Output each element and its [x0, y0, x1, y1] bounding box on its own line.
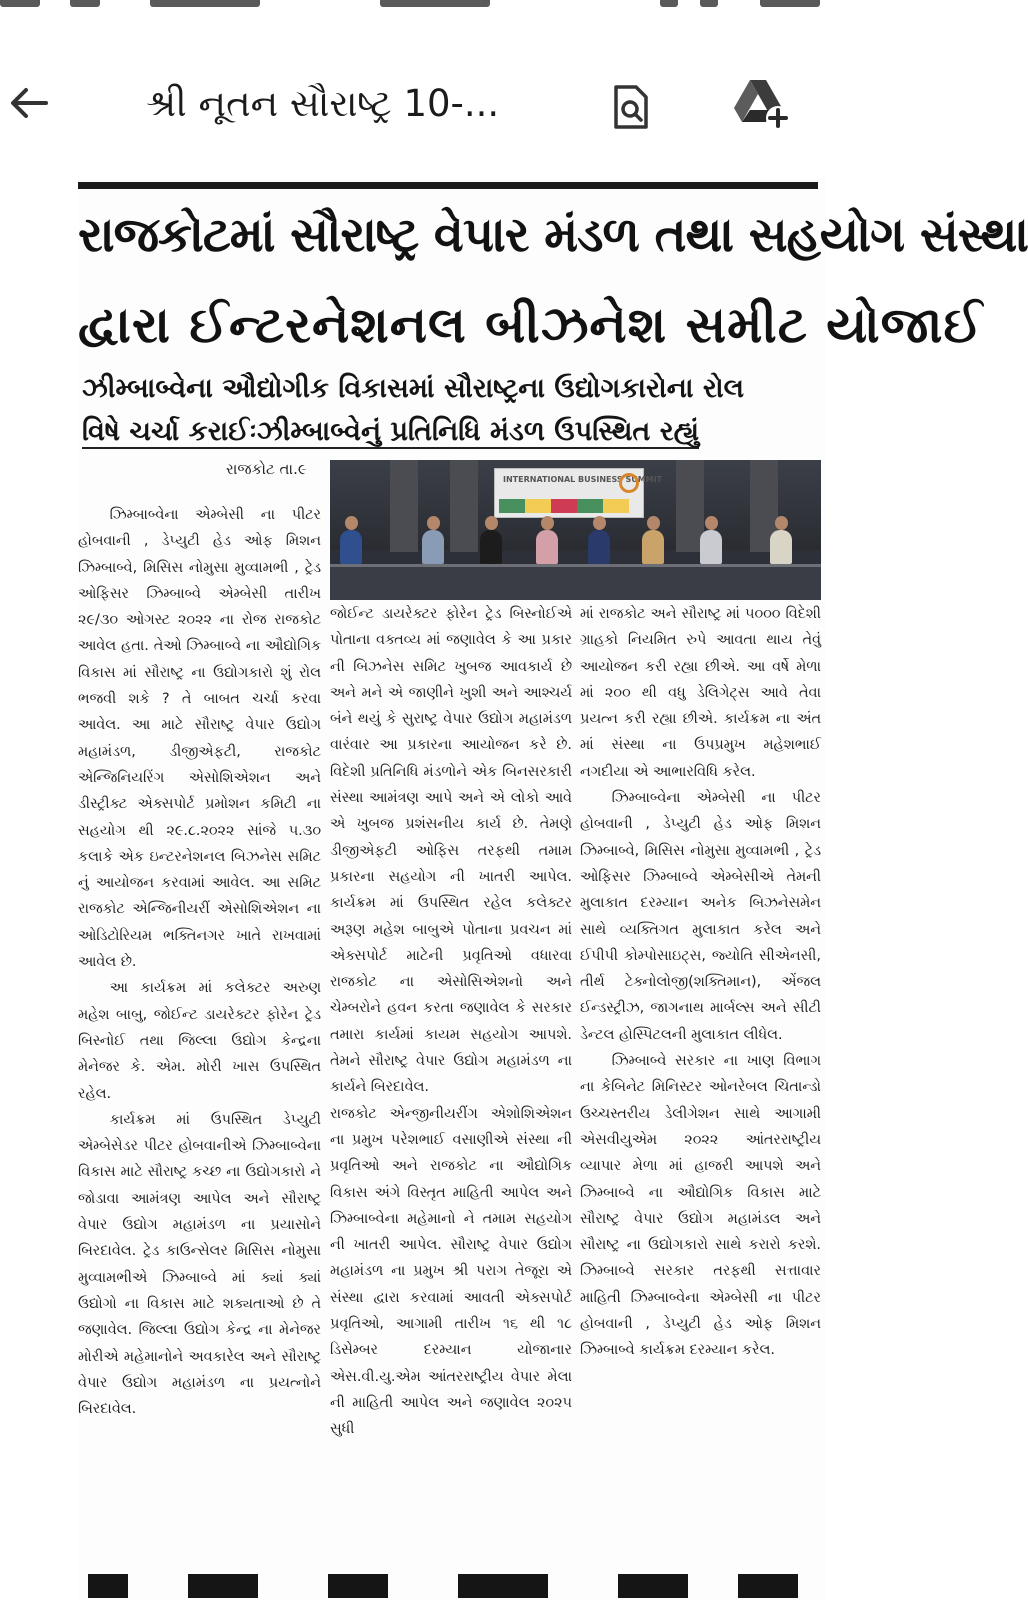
- event-photo: [330, 460, 821, 600]
- headline-line-2: દ્વારા ઈન્ટરનેશનલ બીઝનેશ સમીટ યોજાઈ: [78, 296, 984, 354]
- document-search-icon: [606, 82, 656, 132]
- arrow-back-icon: [4, 78, 54, 128]
- summit-logo-icon: [619, 473, 639, 493]
- article-column-1: [78, 480, 321, 1600]
- paragraph: માં રાજકોટ અને સૌરાષ્ટ્ર માં ૫૦૦૦ વિદેશી ગ્રાહકો નિયમિત રુપે આવતા થાય તેવું આયોજન કરી રહ્યા છીએ. આ વર્ષે મેળા માં ૨૦૦ થી વધુ ડેલિગેટ્સ આવે તેવા પ્રયત્ન કરી રહ્યા છીએ. કાર્યક્રમ ના અંત માં સંસ્થા ના ઉપપ્રમુખ મહેશભાઈ નગદીયા એ આભારવિધિ કરેલ.: [580, 606, 821, 780]
- add-to-drive-icon: [730, 76, 794, 134]
- paragraph: જોઈન્ટ ડાયરેક્ટર ફોરેન ટ્રેડ બિસ્નોઈએ પોતાના વક્તવ્ય માં જણાવેલ કે આ પ્રકાર ની બિઝનેસ સમિટ ખુબજ આવકાર્ય છે અને મને એ જાણીને ખુશી અને આશ્ચર્ય બંને થયું કે સુરાષ્ટ્ર વેપાર ઉદ્યોગ મહામંડળ વારંવાર આ પ્રકારના આયોજન કરે છે. વિદેશી પ્રતિનિધિ મંડળોને એક બિનસરકારી સંસ્થા આમંત્રણ આપે અને એ લોકો આવે એ ખુબજ પ્રશંસનીય કાર્ય છે. તેમણે ડીજીએફટી ઓફિસ તરફથી તમામ પ્રકારના સહયોગ ની ખાતરી આપેલ. કાર્યક્રમ માં ઉપસ્થિત રહેલ કલેક્ટર અરૂણ મહેશ બાબુએ પોતાના પ્રવચન માં એક્સપોર્ટ માટેની પ્રવૃતિઓ વધારવા રાજકોટ ના એસોસિએશનો અને ચેમ્બરોને હવન કરતા જણાવેલ કે સરકાર તમારા કાર્યમાં કાયમ સહયોગ આપશે. તેમને સૌરાષ્ટ્ર વેપાર ઉદ્યોગ મહામંડળ ના કાર્યને બિરદાવેલ.: [330, 606, 572, 1096]
- dateline: રાજકોટ તા.૯: [226, 460, 307, 478]
- article-column-2: [330, 601, 572, 1601]
- paragraph: ઝિમ્બાબ્વેના એમ્બેસી ના પીટર હોબવાની , ડેપ્યુટી હેડ ઓફ મિશન ઝિમ્બાબ્વે, મિસિસ નોમુસા મુવ્વામભી , ટ્રેડ ઓફિસર ઝિમ્બાબ્વે એમ્બેસી તારીખ ૨૯/૩૦ ઓગસ્ટ ૨૦૨૨ ના રોજ રાજકોટ આવેલ હતા. તેઓ ઝિમ્બાબ્વે ના ઔદ્યોગિક વિકાસ માં સૌરાષ્ટ્ર ના ઉદ્યોગકારો શું રોલ ભજવી શકે ? તે બાબત ચર્ચા કરવા આવેલ. આ માટે સૌરાષ્ટ્ર વેપાર ઉદ્યોગ મહામંડળ, ડીજીએફટી, રાજકોટ એન્જિનિયરિંગ એસોશિએશન અને ડીસ્ટ્રીક્ટ એક્સપોર્ટ પ્રમોશન કમિટી ના સહયોગ થી ૨૯.૮.૨૦૨૨ સાંજે ૫.૩૦ કલાકે એક ઇન્ટરનેશનલ બિઝનેસ સમિટ નું આયોજન કરવામાં આવેલ. આ સમિટ રાજકોટ એન્જિનીયરીં એસોશિએશન ના ઓડિટોરિયમ ભક્તિનગર ખાતે રાખવામાં આવેલ છે.: [78, 507, 321, 971]
- dais-table: [330, 564, 821, 600]
- top-rule: [78, 182, 818, 189]
- paragraph: ઝિમ્બાબ્વે સરકાર ના ખાણ વિભાગ ના કેબિનેટ મિનિસ્ટર ઓનરેબલ ચિતાન્ડો ઉચ્ચસ્તરીય ડેલીગેશન સાથે આગામી એસવીયુએમ ૨૦૨૨ આંતરરાષ્ટ્રીય વ્યાપાર મેળા માં હાજરી આપશે અને ઝિમ્બાબ્વે ના ઔદ્યોગિક વિકાસ માટે સૌરાષ્ટ્ર વેપાર ઉદ્યોગ મહામંડલ અને સૌરાષ્ટ્ર ના ઉદ્યોગકારો સાથે કરારો કરશે. ઝિમ્બાબ્વે સરકાર તરફથી સત્તાવાર માહિતી ઝિમ્બાબ્વેના એમ્બેસી ના પીટર હોબવાની , ડેપ્યુટી હેડ ઓફ મિશન ઝિમ્બાબ્વે કાર્યક્રમ દરમ્યાન કરેલ.: [580, 1053, 821, 1359]
- headline-line-1: રાજકોટમાં સૌરાષ્ટ્ર વેપાર મંડળ તથા સહયોગ સંસ્થા: [78, 207, 1028, 263]
- back-button[interactable]: [4, 78, 54, 128]
- paragraph: આ કાર્યક્રમ માં કલેક્ટર અરુણ મહેશ બાબુ, જોઈન્ટ ડાયરેક્ટર ફોરેન ટ્રેડ બિસ્નોઈ તથા જિલ્લા ઉદ્યોગ કેન્દ્રના મેનેજર કે. એમ. મોરી ખાસ ઉપસ્થિત રહેલ.: [78, 980, 321, 1102]
- newspaper-clipping: [78, 178, 1028, 1600]
- status-bar: [0, 0, 834, 16]
- add-to-drive-button[interactable]: [730, 76, 794, 134]
- article-column-3: [580, 601, 821, 1601]
- paragraph: કાર્યક્રમ માં ઉપસ્થિત ડેપ્યુટી એમ્બેસેડર પીટર હોબવાનીએ ઝિમ્બાબ્વેના વિકાસ માટે સૌરાષ્ટ્ર કચ્છ ના ઉદ્યોગકારો ને જોડાવા આમંત્રણ આપેલ અને સૌરાષ્ટ્ર વેપાર ઉદ્યોગ મહામંડળ ના પ્રયાસોને બિરદાવેલ. ટ્રેડ કાઉન્સેલર મિસિસ નોમુસા મુવ્વામભીએ ઝિમ્બાબ્વે માં ક્યાં ક્યાં ઉદ્યોગો ના વિકાસ માટે શક્યતાઓ છે તે જણાવેલ. જિલ્લા ઉદ્યોગ કેન્દ્ર ના મેનેજર મોરીએ મહેમાનોને અવકારેલ અને સૌરાષ્ટ્ર વેપાર ઉદ્યોગ મહામંડળ ના પ્રયત્નોને બિરદાવેલ.: [78, 1111, 321, 1418]
- app-toolbar: [0, 58, 834, 150]
- subheadline-line-1: ઝીમ્બાબ્વેના ઔદ્યોગીક વિકાસમાં સૌરાષ્ટ્રના ઉદ્યોગકારોના રોલ: [82, 373, 745, 404]
- document-title: શ્રી નૂતન સૌરાષ્ટ્ર 10-...: [146, 82, 500, 125]
- preview-button[interactable]: [606, 82, 656, 132]
- summit-banner: [494, 468, 663, 518]
- next-article-cutoff: [78, 1570, 826, 1600]
- subheadline-line-2: વિષે ચર્ચા કરાઈઃઝીમ્બાબ્વેનું પ્રતિનિધિ મંડળ ઉપસ્થિત રહ્યું: [82, 416, 700, 447]
- summit-banner-text: INTERNATIONAL BUSINESS SUMMIT: [503, 475, 663, 484]
- paragraph: રાજકોટ એન્જીનીયરીંગ એશોશિએશન ના પ્રમુખ પરેશભાઈ વસાણીએ સંસ્થા ની પ્રવૃતિઓ અને રાજકોટ ના ઔદ્યોગિક વિકાસ અંગે વિસ્તૃત માહિતી આપેલ અને ઝિમ્બાબ્વેના મહેમાનો ને તમામ સહયોગ ની ખાતરી આપેલ. સૌરાષ્ટ્ર વેપાર ઉદ્યોગ મહામંડળ ના પ્રમુખ શ્રી પરાગ તેજૂરા એ સંસ્થા દ્વારા કરવામાં આવતી એક્સપોર્ટ પ્રવૃતિઓ, આગામી તારીખ ૧૬ થી ૧૮ ડિસેમ્બર દરમ્યાન યોજાનાર એસ.વી.યુ.એમ આંતરરાષ્ટ્રીય વેપાર મેલા ની માહિતી આપેલ અને જણાવેલ ૨૦૨૫ સુધી: [330, 1105, 572, 1438]
- paragraph: ઝિમ્બાબ્વેના એમ્બેસી ના પીટર હોબવાની , ડેપ્યુટી હેડ ઓફ મિશન ઝિમ્બાબ્વે, મિસિસ નોમુસા મુવ્વામભી , ટ્રેડ ઓફિસર ઝિમ્બાબ્વે એમ્બેસીએ તેમની મુલાકાત દરમ્યાન અનેક બિઝનેસમેન સાથે વ્યક્તિગત મુલાકાત કરેલ અને ઈપીપી કોમ્પોસાઇટ્સ, જ્યોતિ સીએનસી, તીર્થ ટેક્નોલોજી(શક્તિમાન), એંજલ ઈન્ડસ્ટ્રીઝ, જાગનાથ માર્બલ્સ અને સીટી ડેન્ટલ હોસ્પિટલની મુલાકાત લીધેલ.: [580, 790, 821, 1043]
